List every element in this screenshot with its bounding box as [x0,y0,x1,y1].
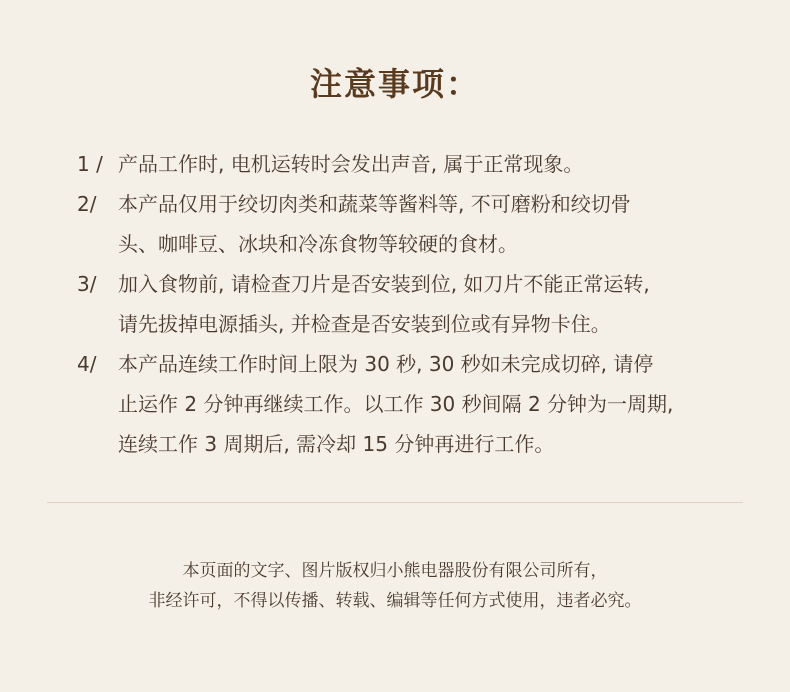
note-text [118,144,718,184]
note-line: 头、咖啡豆、冰块和冷冻食物等较硬的食材。 [118,232,518,256]
note-text [118,264,718,344]
note-line: 本产品仅用于绞切肉类和蔬菜等酱料等, 不可磨粉和绞切骨 [118,192,631,216]
note-line: 连续工作 3 周期后, 需冷却 15 分钟再进行工作。 [118,432,555,456]
note-text [118,344,718,464]
note-line: 本产品连续工作时间上限为 30 秒, 30 秒如未完成切碎, 请停 [118,352,654,376]
note-item-1 [0,144,790,184]
note-item-3 [0,264,790,344]
note-line: 加入食物前, 请检查刀片是否安装到位, 如刀片不能正常运转, [118,272,650,296]
divider [47,502,743,503]
copyright-line-1: 本页面的文字、图片版权归小熊电器股份有限公司所有， [182,561,608,581]
note-line: 产品工作时, 电机运转时会发出声音, 属于正常现象。 [118,152,584,176]
note-item-4 [0,344,790,464]
note-line: 止运作 2 分钟再继续工作。以工作 30 秒间隔 2 分钟为一周期, [118,392,674,416]
note-number: 4/ [77,352,97,376]
note-number: 1 / [77,152,103,176]
copyright-line-2: 非经许可，不得以传播、转载、编辑等任何方式使用，违者必究。 [148,591,642,611]
note-number: 2/ [77,192,97,216]
note-number: 3/ [77,272,97,296]
notes-list [0,144,790,464]
copyright-notice [0,556,790,616]
note-line: 请先拔掉电源插头, 并检查是否安装到位或有异物卡住。 [118,312,611,336]
note-text [118,184,718,264]
note-item-2 [0,184,790,264]
page-title: 注意事项： [309,65,480,103]
